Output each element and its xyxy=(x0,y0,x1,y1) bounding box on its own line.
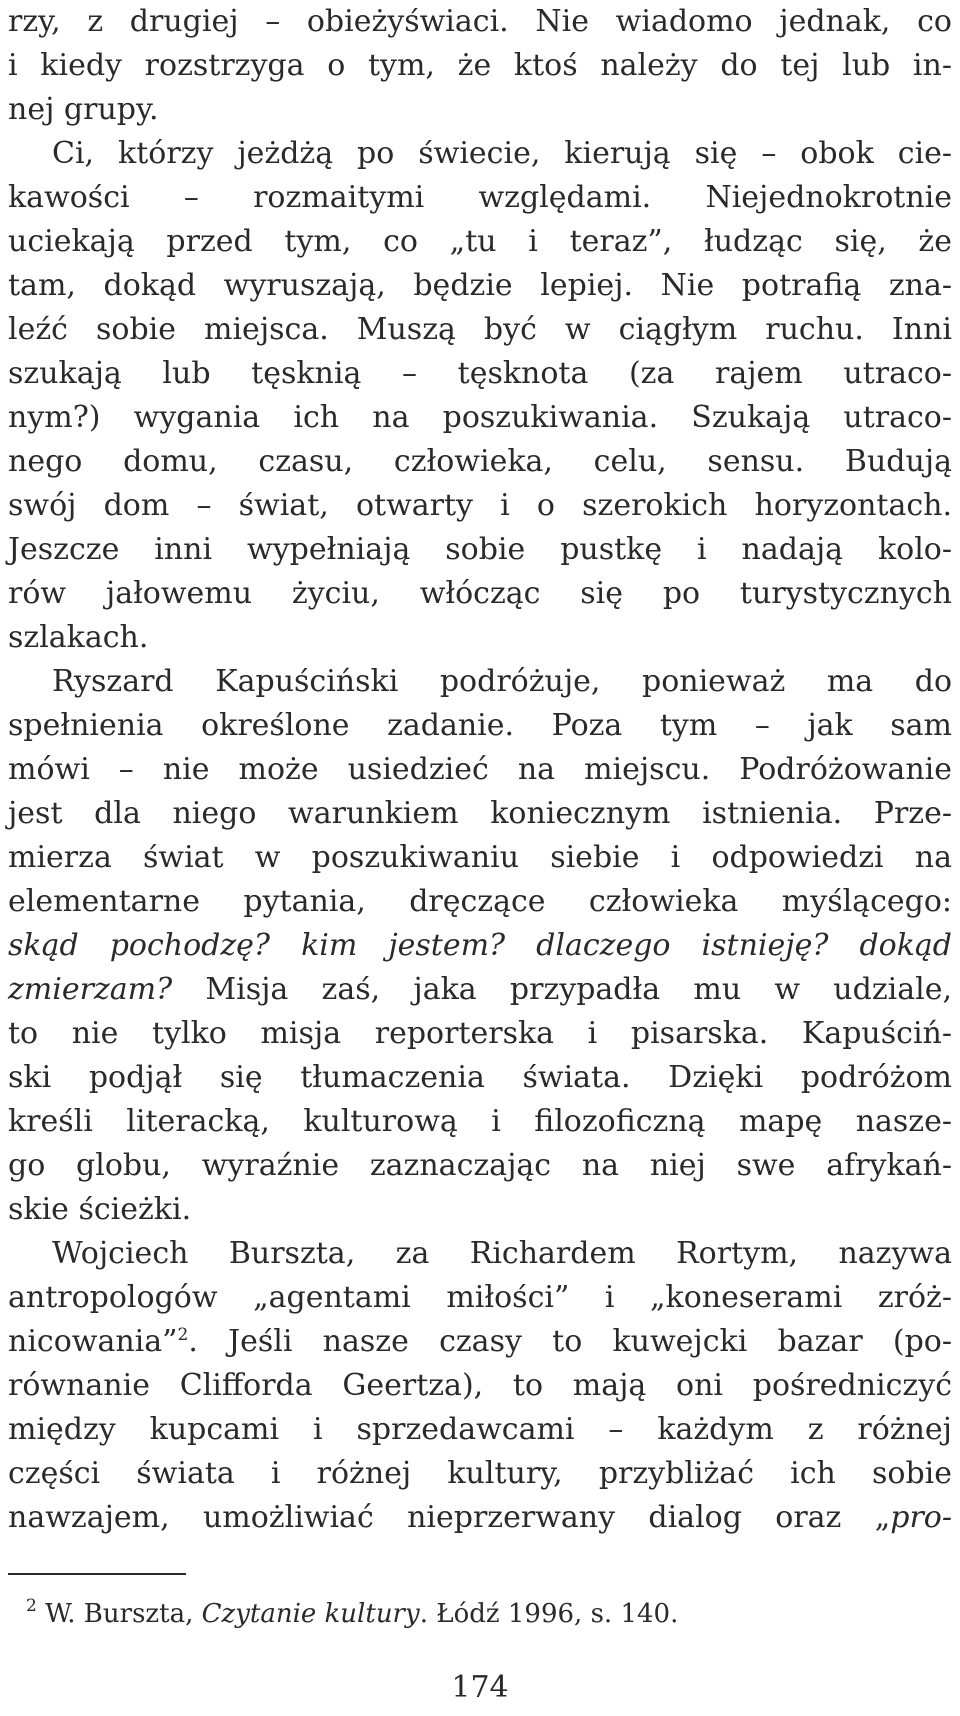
text-line: kawości – rozmaitymi względami. Niejednokrotnie xyxy=(8,180,952,215)
text-line: ski podjął się tłumaczenia świata. Dzięki podróżom xyxy=(8,1060,952,1095)
italic-word: pro- xyxy=(890,1500,952,1535)
italic-question-end: zmierzam? xyxy=(8,972,173,1007)
footnote-reference[interactable]: 2 xyxy=(177,1325,189,1345)
text-line: jest dla niego warunkiem koniecznym istnienia. Prze- xyxy=(8,796,952,831)
line-remainder: Misja zaś, jaka przypadła mu w udziale, xyxy=(172,972,952,1007)
footnote xyxy=(26,1594,678,1634)
text-line: nym?) wygania ich na poszukiwania. Szukają utraco- xyxy=(8,400,952,435)
text-line: skie ścieżki. xyxy=(8,1192,192,1227)
text-line: części świata i różnej kultury, przybliżać ich sobie xyxy=(8,1456,952,1491)
page-number: 174 xyxy=(451,1670,509,1705)
text-line: nego domu, czasu, człowieka, celu, sensu. Budują xyxy=(8,444,952,479)
text-line: to nie tylko misja reporterska i pisarska. Kapuściń- xyxy=(8,1016,952,1051)
text-line: szlakach. xyxy=(8,620,149,655)
text-line: elementarne pytania, dręczące człowieka myślącego: xyxy=(8,884,952,919)
text-line: nej grupy. xyxy=(8,92,159,127)
text-line: między kupcami i sprzedawcami – każdym z różnej xyxy=(8,1412,952,1447)
text-line: uciekają przed tym, co „tu i teraz”, łudząc się, że xyxy=(8,224,952,259)
text-line xyxy=(8,968,952,1012)
text-line: równanie Clifforda Geertza), to mają oni pośredniczyć xyxy=(8,1368,952,1403)
text-line: mówi – nie może usiedzieć na miejscu. Podróżowanie xyxy=(8,752,952,787)
footnote-divider xyxy=(8,1573,186,1575)
text-line: szukają lub tęsknią – tęsknota (za rajem utraco- xyxy=(8,356,952,391)
footnote-marker: 2 xyxy=(26,1596,37,1616)
line-start: nicowania” xyxy=(8,1324,178,1359)
text-line: swój dom – świat, otwarty i o szerokich horyzontach. xyxy=(8,488,952,523)
text-line: spełnienia określone zadanie. Poza tym – jak sam xyxy=(8,708,952,743)
text-line: rów jałowemu życiu, włócząc się po turystycznych xyxy=(8,576,952,611)
text-line: Ci, którzy jeżdżą po świecie, kierują się – obok cie- xyxy=(52,136,952,171)
text-line: antropologów „agentami miłości” i „koneserami zróż- xyxy=(8,1280,952,1315)
text-line xyxy=(8,1320,952,1364)
line-remainder: . Jeśli nasze czasy to kuwejcki bazar (po- xyxy=(188,1324,952,1359)
footnote-title: Czytanie kultury xyxy=(201,1599,420,1629)
text-line: Jeszcze inni wypełniają sobie pustkę i nadają kolo- xyxy=(8,532,952,567)
text-line: i kiedy rozstrzyga o tym, że ktoś należy do tej lub in- xyxy=(8,48,952,83)
text-line xyxy=(8,1496,952,1540)
text-line: tam, dokąd wyruszają, będzie lepiej. Nie potrafią zna- xyxy=(8,268,952,303)
footnote-author: W. Burszta, xyxy=(45,1599,202,1629)
footnote-details: . Łódź 1996, s. 140. xyxy=(419,1599,679,1629)
text-line: mierza świat w poszukiwaniu siebie i odpowiedzi na xyxy=(8,840,952,875)
text-line: Ryszard Kapuściński podróżuje, ponieważ ma do xyxy=(52,664,952,699)
line-start: nawzajem, umożliwiać nieprzerwany dialog oraz „ xyxy=(8,1500,891,1535)
text-line: leźć sobie miejsca. Muszą być w ciągłym ruchu. Inni xyxy=(8,312,952,347)
text-line: rzy, z drugiej – obieżyświaci. Nie wiadomo jednak, co xyxy=(8,4,952,39)
text-line: go globu, wyraźnie zaznaczając na niej swe afrykań- xyxy=(8,1148,952,1183)
italic-questions: skąd pochodzę? kim jestem? dlaczego istnieję? dokąd xyxy=(8,928,952,963)
text-line: Wojciech Burszta, za Richardem Rortym, nazywa xyxy=(52,1236,952,1271)
text-line: kreśli literacką, kulturową i filozoficzną mapę nasze- xyxy=(8,1104,952,1139)
text-line xyxy=(8,924,952,968)
